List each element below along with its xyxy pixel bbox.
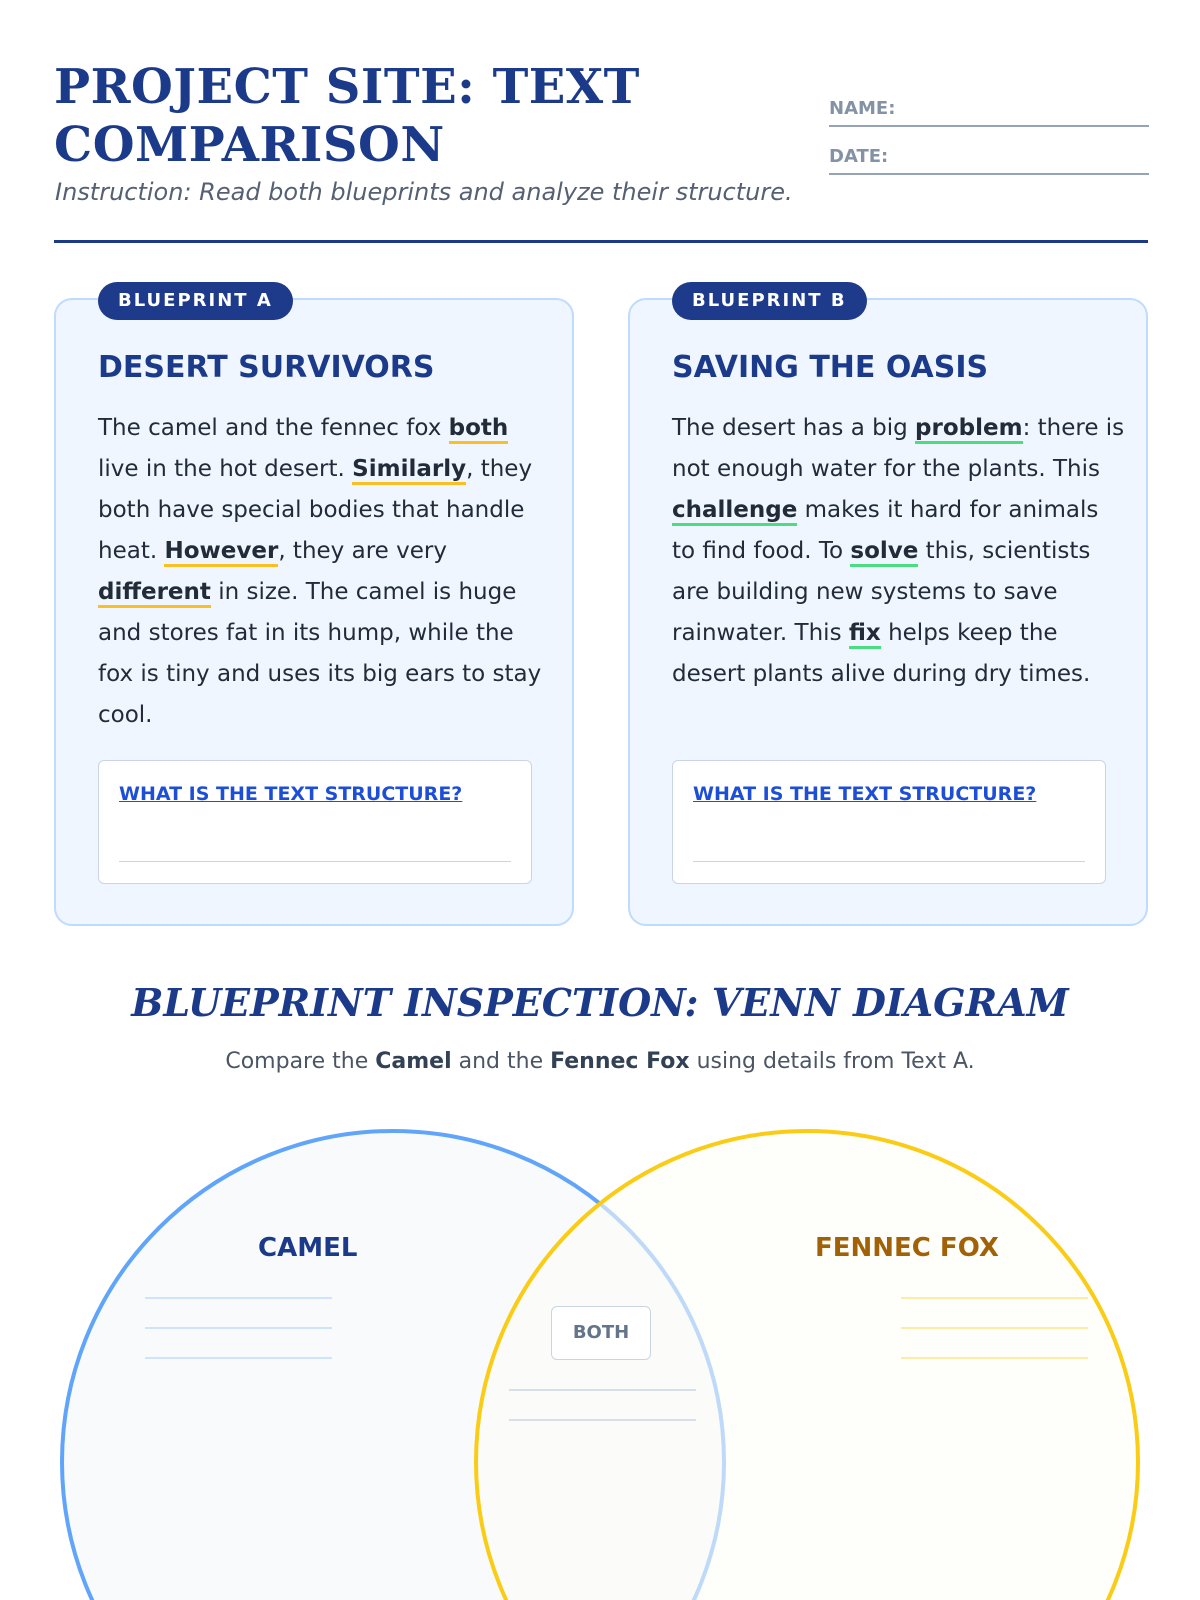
keyword-highlight: different — [98, 579, 211, 608]
instruction-text: Instruction: Read both blueprints and analyze their structure. — [55, 178, 793, 206]
blueprint-b-text: The desert has a big problem: there is not enough water for the plants. This challenge makes it hard for animals to find food. To solve this, scientists are building new systems to save rainwater. This fix helps keep the desert plants alive during dry times. — [672, 415, 1125, 687]
keyword-highlight: fix — [849, 620, 881, 649]
keyword-highlight: challenge — [672, 497, 797, 526]
blueprint-a-answer-box[interactable] — [98, 760, 532, 884]
keyword-highlight: both — [449, 415, 509, 444]
answer-line — [119, 861, 511, 862]
keyword-highlight: However — [164, 538, 278, 567]
blueprint-b-answer-box[interactable] — [672, 760, 1106, 884]
both-label: BOTH — [551, 1306, 651, 1360]
venn-subtitle: Compare the Camel and the Fennec Fox using details from Text A. — [225, 1049, 975, 1074]
fennec-fox-label: FENNEC FOX — [815, 1233, 999, 1263]
blueprint-b-badge: BLUEPRINT B — [672, 282, 867, 320]
blueprint-a-badge: BLUEPRINT A — [98, 282, 293, 320]
keyword-highlight: problem — [915, 415, 1023, 444]
page-title: PROJECT SITE: TEXT COMPARISON — [54, 59, 640, 173]
blueprint-b-question: WHAT IS THE TEXT STRUCTURE? — [693, 783, 1037, 805]
camel-label: CAMEL — [258, 1233, 358, 1263]
venn-title: BLUEPRINT INSPECTION: VENN DIAGRAM — [131, 980, 1069, 1025]
keyword-highlight: Similarly — [352, 456, 466, 485]
blueprint-a-title: DESERT SURVIVORS — [98, 350, 435, 385]
name-field[interactable] — [829, 91, 1149, 127]
header-divider — [54, 240, 1148, 243]
blueprint-a-card — [54, 290, 574, 926]
answer-line — [693, 861, 1085, 862]
name-label: NAME: — [829, 98, 896, 119]
date-label: DATE: — [829, 146, 889, 167]
blueprint-b-title: SAVING THE OASIS — [672, 350, 989, 385]
blueprint-a-text: The camel and the fennec fox both live in the hot desert. Similarly, they both have special bodies that handle heat. However, they are very different in size. The camel is huge and stores fat in its hump, while the fox is tiny and uses its big ears to stay cool. — [98, 415, 542, 728]
venn-diagram — [0, 1100, 1200, 1600]
blueprint-a-question: WHAT IS THE TEXT STRUCTURE? — [119, 783, 463, 805]
keyword-highlight: solve — [850, 538, 918, 567]
date-field[interactable] — [829, 139, 1149, 175]
blueprint-b-card — [628, 290, 1148, 926]
